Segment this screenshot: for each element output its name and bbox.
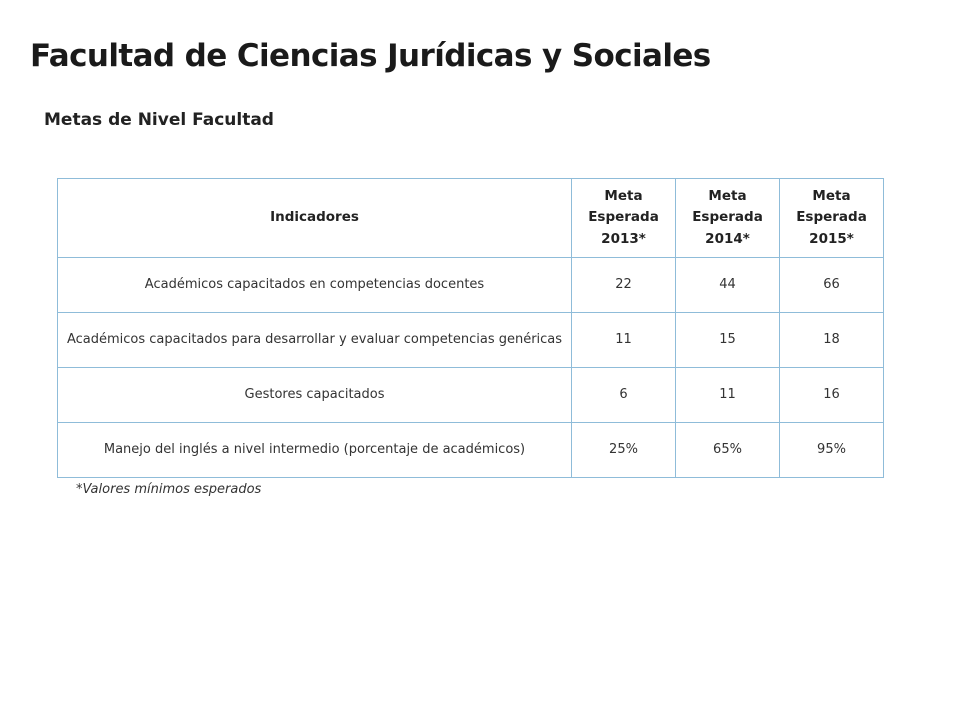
value-cell-2013: 11 (572, 313, 676, 368)
value-cell-2013: 25% (572, 423, 676, 478)
header-year-line: Esperada (796, 209, 867, 226)
table-row (58, 258, 884, 313)
header-year-line: Meta (604, 187, 643, 204)
table-row (58, 423, 884, 478)
header-year-line: Esperada (588, 209, 659, 226)
header-year-2014 (676, 179, 780, 258)
header-year-line: Meta (812, 187, 851, 204)
value-cell-2013: 6 (572, 368, 676, 423)
page-title: Facultad de Ciencias Jurídicas y Sociales (30, 38, 711, 74)
footnote: *Valores mínimos esperados (76, 482, 262, 497)
header-year-line: Meta (708, 187, 747, 204)
table-header-row (58, 179, 884, 258)
value-cell-2015: 16 (780, 368, 884, 423)
indicator-cell: Académicos capacitados en competencias docentes (58, 258, 572, 313)
header-year-line: Esperada (692, 209, 763, 226)
goals-table (57, 178, 884, 478)
value-cell-2015: 18 (780, 313, 884, 368)
value-cell-2015: 66 (780, 258, 884, 313)
indicator-cell: Gestores capacitados (58, 368, 572, 423)
header-year-2013 (572, 179, 676, 258)
header-year-line: 2014* (705, 230, 750, 247)
value-cell-2014: 44 (676, 258, 780, 313)
header-year-line: 2015* (809, 230, 854, 247)
header-indicadores: Indicadores (58, 179, 572, 258)
value-cell-2014: 11 (676, 368, 780, 423)
value-cell-2013: 22 (572, 258, 676, 313)
indicator-cell: Manejo del inglés a nivel intermedio (porcentaje de académicos) (58, 423, 572, 478)
value-cell-2015: 95% (780, 423, 884, 478)
table-row (58, 368, 884, 423)
header-year-2015 (780, 179, 884, 258)
header-year-line: 2013* (601, 230, 646, 247)
value-cell-2014: 15 (676, 313, 780, 368)
table-row (58, 313, 884, 368)
value-cell-2014: 65% (676, 423, 780, 478)
page-subtitle: Metas de Nivel Facultad (44, 110, 274, 130)
indicator-cell: Académicos capacitados para desarrollar y evaluar competencias genéricas (58, 313, 572, 368)
